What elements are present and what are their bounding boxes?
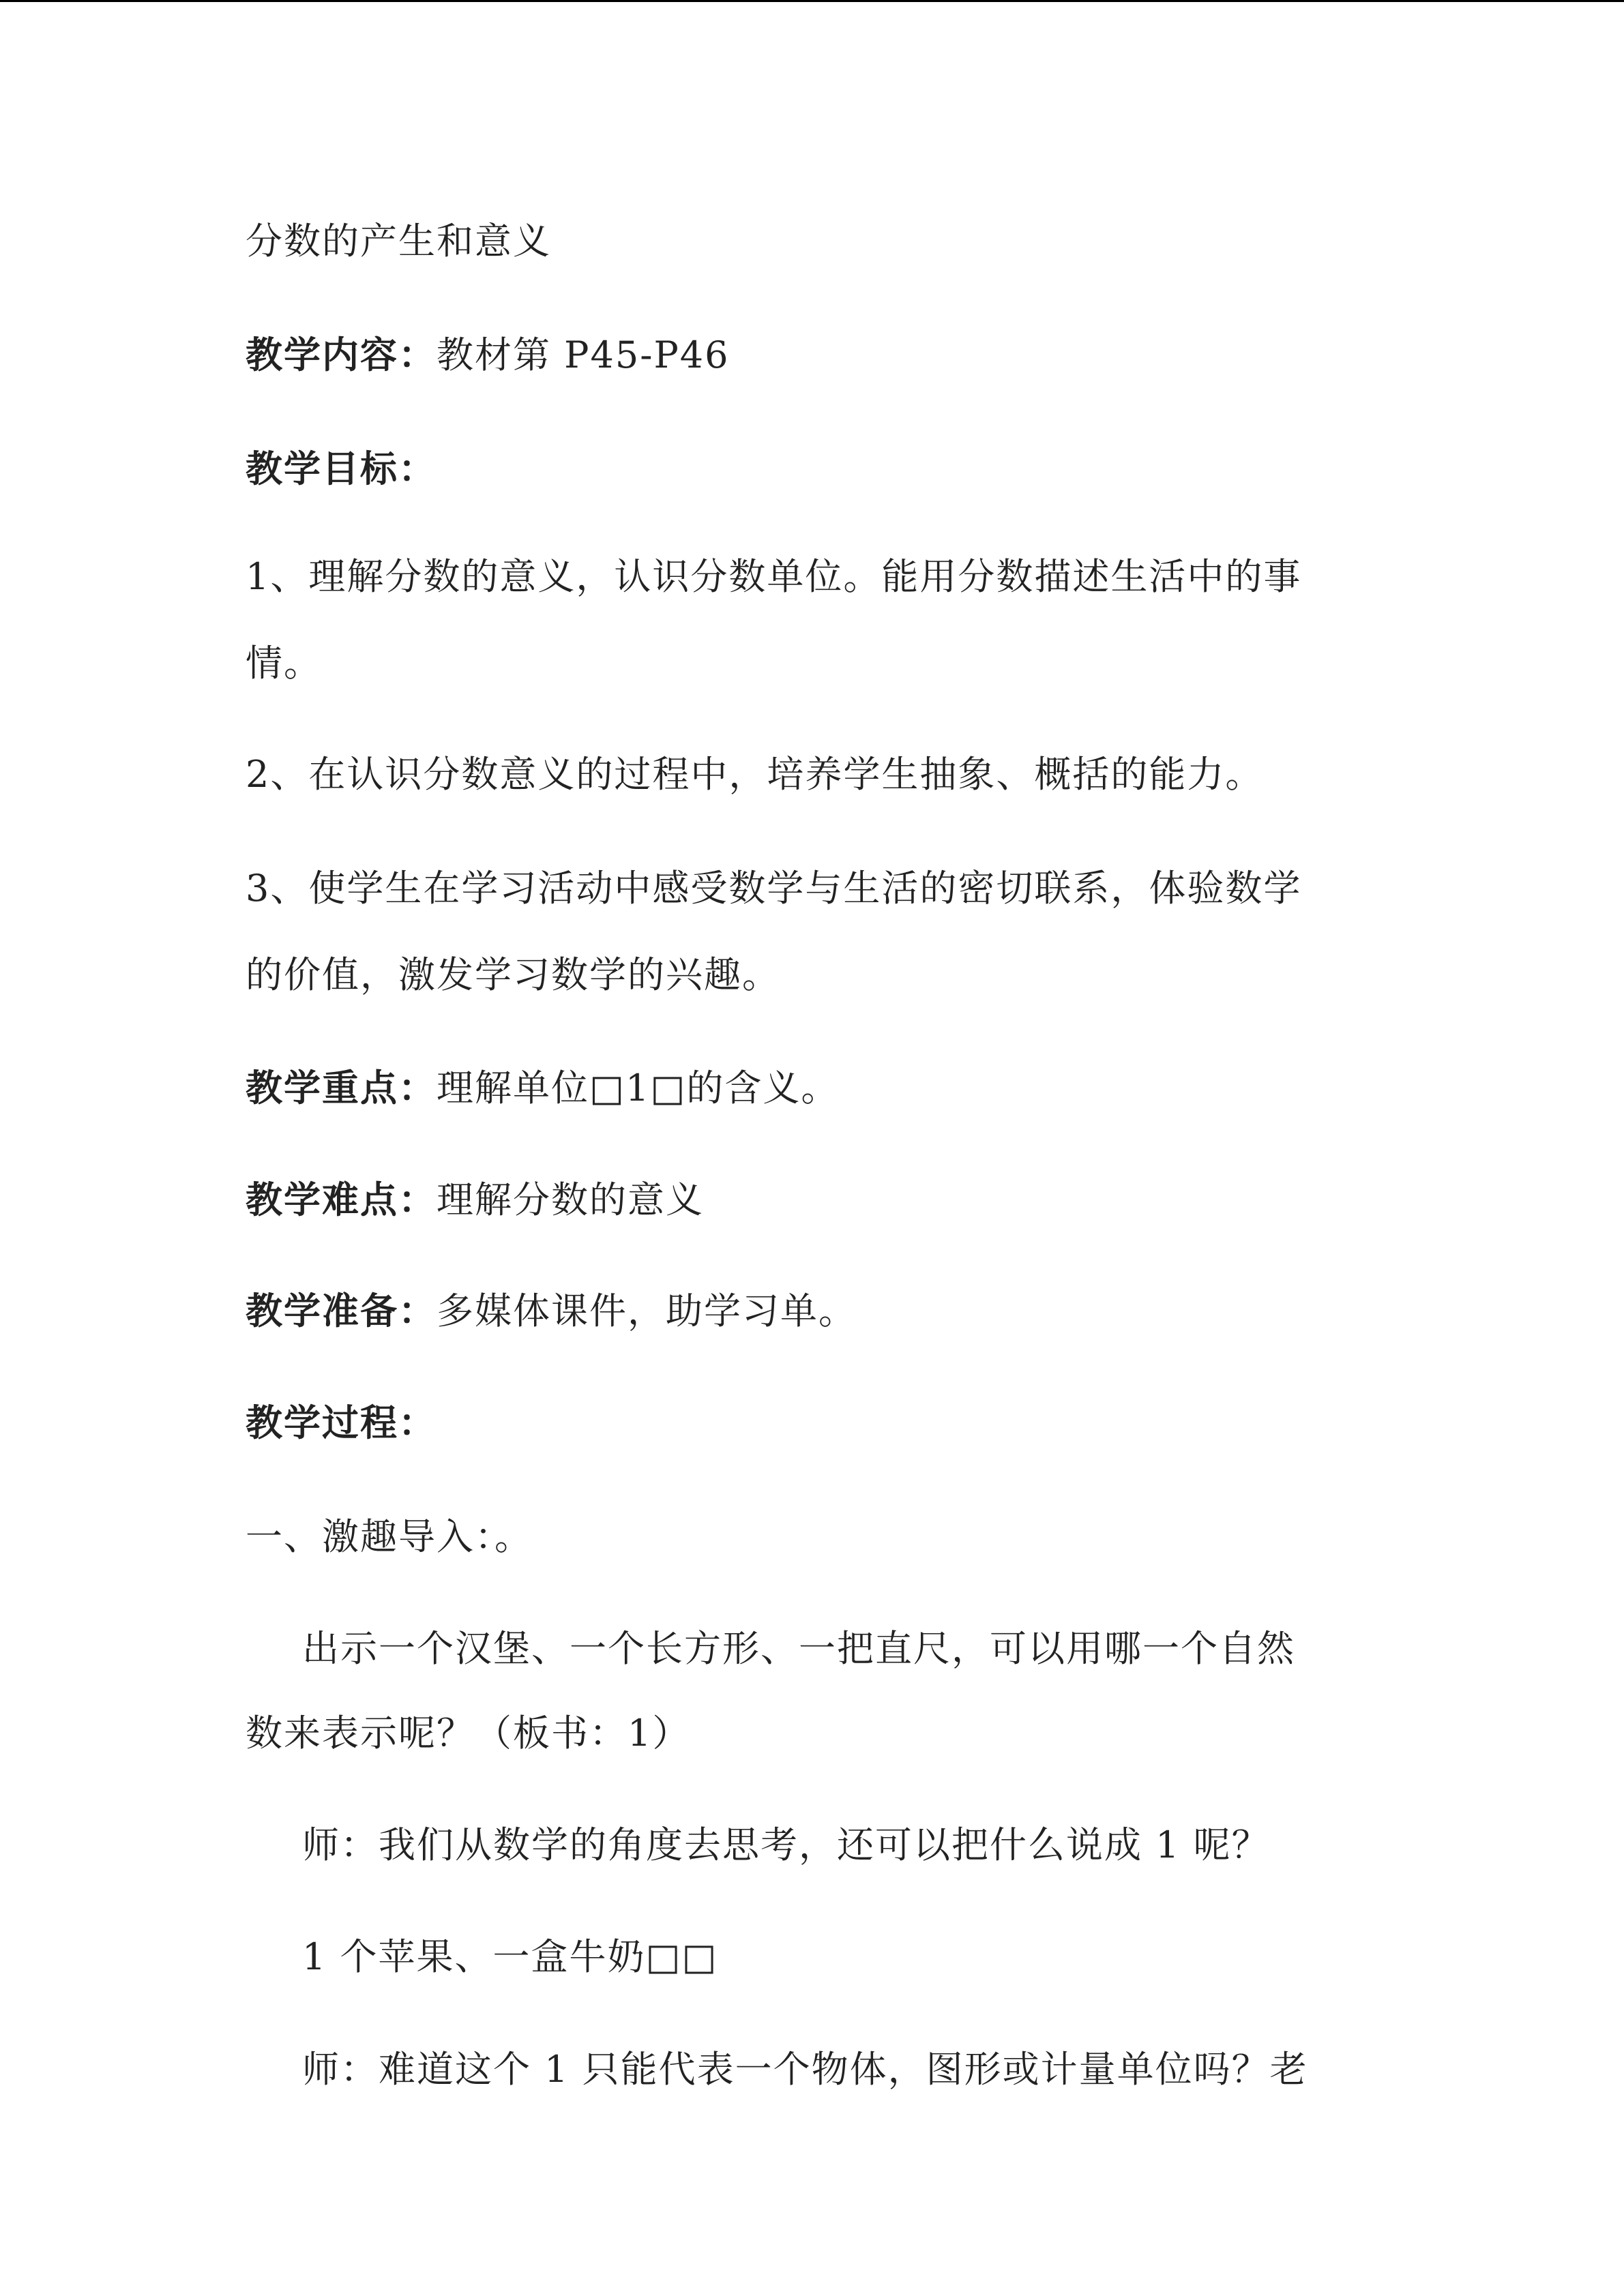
goal-item-1-line-1: 1、理解分数的意义，认识分数单位。能用分数描述生活中的事 — [246, 555, 1302, 598]
goal-item-3-line-2: 的价值，激发学习数学的兴趣。 — [246, 953, 780, 996]
key-point-label: 教学重点： — [246, 1067, 437, 1109]
preparation-value: 多媒体课件，助学习单。 — [437, 1289, 857, 1332]
process-heading — [246, 1399, 437, 1447]
teaching-goals-heading — [246, 445, 437, 493]
preparation-label: 教学准备： — [246, 1289, 437, 1332]
section-1-paragraph-4: 师：难道这个 1 只能代表一个物体，图形或计量单位吗？老 — [302, 2048, 1308, 2091]
section-1-paragraph-1-line-1: 出示一个汉堡、一个长方形、一把直尺，可以用哪一个自然 — [302, 1627, 1295, 1670]
section-1-paragraph-1-line-2: 数来表示呢？（板书：1） — [246, 1712, 691, 1755]
key-point-value: 理解单位□1□的含义。 — [437, 1067, 840, 1109]
section-1-heading: 一、激趣导入：。 — [246, 1515, 533, 1558]
teaching-content-label: 教学内容： — [246, 333, 437, 376]
difficulty-line — [246, 1176, 704, 1224]
goal-item-1-line-2: 情。 — [246, 642, 322, 685]
preparation-line — [246, 1287, 857, 1335]
goal-item-2: 2、在认识分数意义的过程中，培养学生抽象、概括的能力。 — [246, 753, 1264, 796]
document-title: 分数的产生和意义 — [246, 220, 551, 263]
teaching-content-value: 教材第 P45-P46 — [437, 333, 730, 376]
teaching-goals-label: 教学目标： — [246, 447, 437, 490]
goal-item-3-line-1: 3、使学生在学习活动中感受数学与生活的密切联系，体验数学 — [246, 867, 1302, 910]
process-label: 教学过程： — [246, 1401, 437, 1444]
section-1-paragraph-2: 师：我们从数学的角度去思考，还可以把什么说成 1 呢？ — [302, 1823, 1270, 1866]
difficulty-label: 教学难点： — [246, 1178, 437, 1221]
difficulty-value: 理解分数的意义 — [437, 1178, 704, 1221]
teaching-content-line — [246, 331, 730, 379]
section-1-paragraph-3: 1 个苹果、一盒牛奶□□ — [302, 1935, 718, 1978]
key-point-line — [246, 1064, 839, 1112]
